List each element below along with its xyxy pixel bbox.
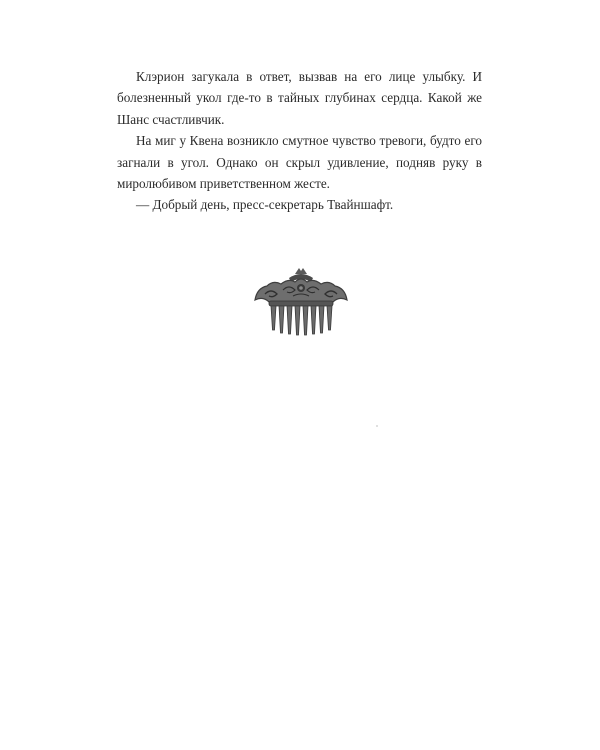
paper-speck xyxy=(376,425,378,427)
body-text xyxy=(117,66,482,216)
hair-comb-icon xyxy=(249,266,353,336)
paragraph-2: На миг у Квена возникло смутное чувство тревоги, будто его загнали в угол. Однако он скрыл удивление, подняв руку в миролюбивом приветственном жесте. xyxy=(117,133,482,192)
paragraph-3: — Добрый день, пресс-секретарь Твайншафт. xyxy=(136,197,394,213)
paragraph-1: Клэрион загукала в ответ, вызвав на его лице улыбку. И болезненный укол где-то в тайных глубинах сердца. Какой же Шанс счастливчик. xyxy=(117,69,482,127)
